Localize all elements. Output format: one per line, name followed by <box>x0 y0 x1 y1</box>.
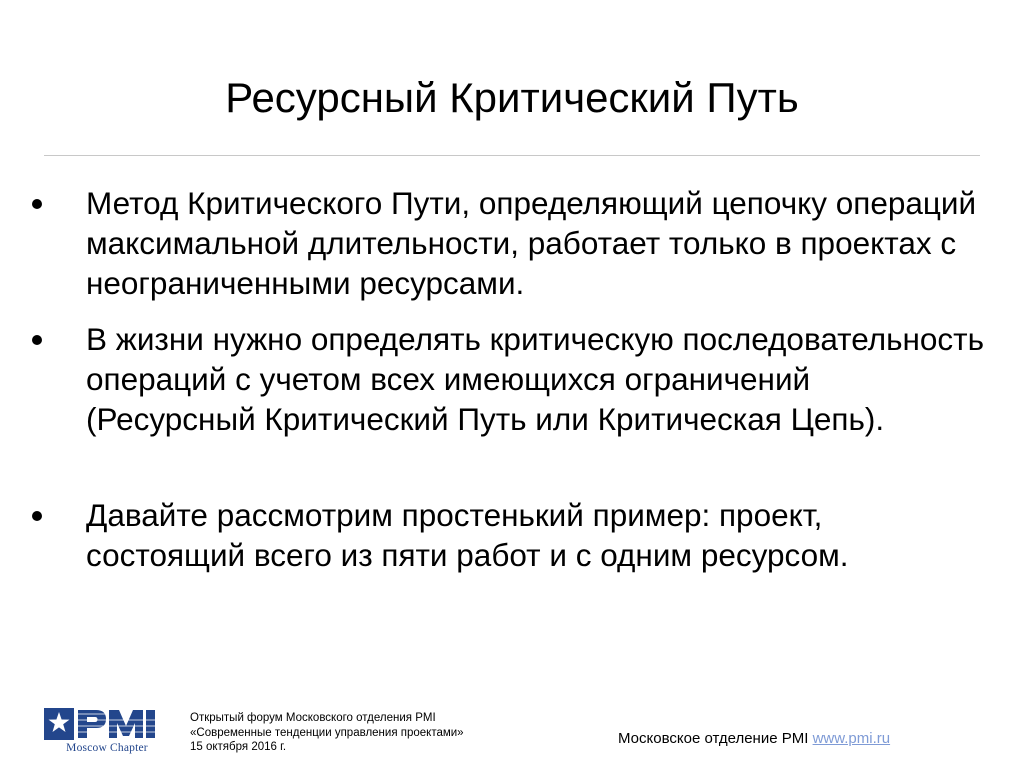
bullet-text: Метод Критического Пути, определяющий цепочку операций максимальной длительности, работает только в проектах с неограниченными ресурсами. <box>86 185 977 301</box>
footer-org <box>618 730 978 748</box>
bullet-item <box>86 183 986 303</box>
footer-website-link[interactable]: www.pmi.ru <box>812 730 891 747</box>
bullet-dot-icon <box>32 511 42 521</box>
pmi-logo-icon <box>44 708 170 740</box>
bullet-dot-icon <box>32 335 42 345</box>
slide-title: Ресурсный Критический Путь <box>225 74 799 121</box>
footer-event-line: «Современные тенденции управления проектами» <box>190 726 464 739</box>
footer-org-name: Московское отделение PMI <box>618 730 809 747</box>
bullet-dot-icon <box>32 199 42 209</box>
logo-chapter-text: Moscow Chapter <box>66 742 148 754</box>
pmi-logo <box>44 708 170 756</box>
bullet-item <box>86 319 986 439</box>
bullet-item <box>86 495 986 575</box>
bullet-text: Давайте рассмотрим простенький пример: проект, состоящий всего из пяти работ и с одним ресурсом. <box>86 497 849 573</box>
footer-event-line: 15 октября 2016 г. <box>190 741 287 753</box>
bullet-text: В жизни нужно определять критическую последовательность операций с учетом всех имеющихся ограничений (Ресурсный Критический Путь или Критическая Цепь). <box>86 321 984 437</box>
title-divider <box>44 155 980 156</box>
footer-event-info <box>190 711 550 755</box>
footer-event-line: Открытый форум Московского отделения PMI <box>190 712 436 724</box>
